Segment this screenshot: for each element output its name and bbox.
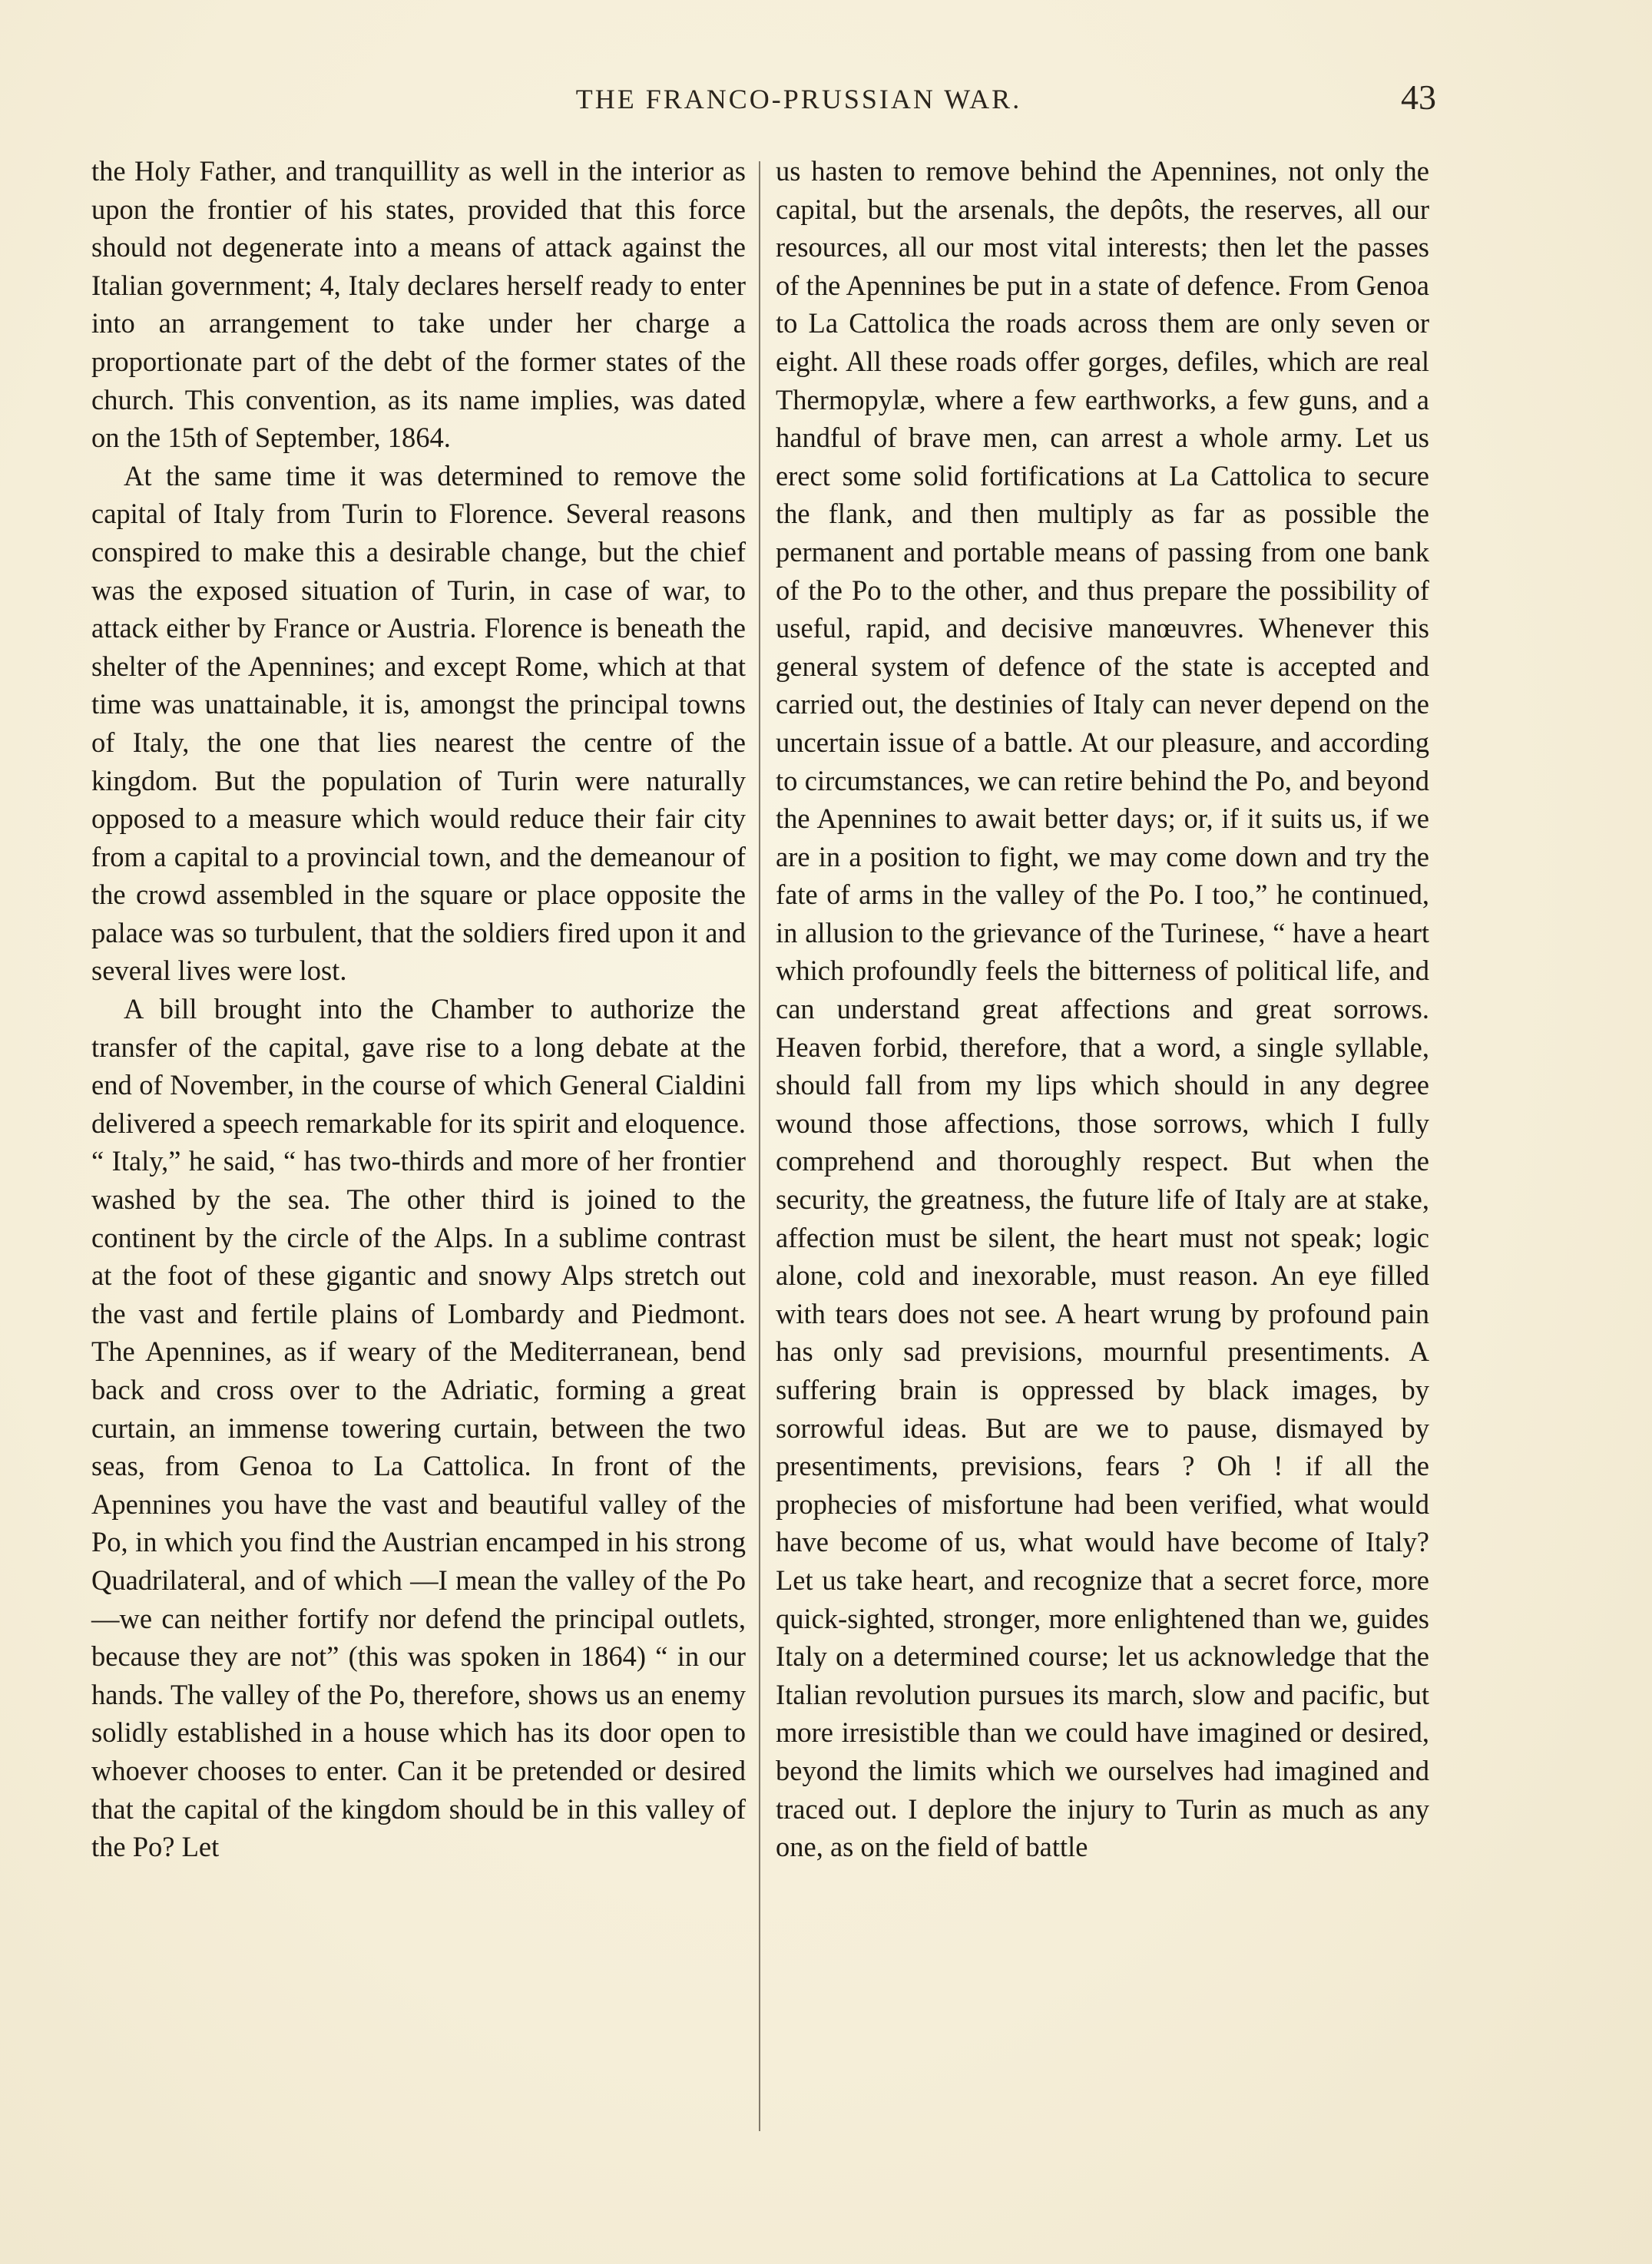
column-divider bbox=[759, 161, 760, 2131]
running-title: THE FRANCO-PRUSSIAN WAR. bbox=[575, 84, 1022, 114]
paragraph: A bill brought into the Chamber to authorize the transfer of the capital, gave rise to a long debate at the end of November, in the course of which General Cialdini delivered a speech remarkable for its spirit and eloquence. “ Italy,” he said, “ has two-thirds and more of her frontier washed by the sea. The other third is joined to the continent by the circle of the Alps. In a sublime contrast at the foot of these gigantic and snowy Alps stretch out the vast and fertile plains of Lombardy and Piedmont. The Apennines, as if weary of the Mediterranean, bend back and cross over to the Adriatic, forming a great curtain, an immense towering curtain, between the two seas, from Genoa to La Cattolica. In front of the Apennines you have the vast and beautiful valley of the Po, in which you find the Austrian encamped in his strong Quadrilateral, and of which —I mean the valley of the Po—we can neither fortify nor defend the principal outlets, because they are not” (this was spoken in 1864) “ in our hands. The valley of the Po, therefore, shows us an enemy solidly established in a house which has its door open to whoever chooses to enter. Can it be pretended or desired that the capital of the kingdom should be in this valley of the Po? Let bbox=[91, 993, 746, 1863]
paragraph: us hasten to remove behind the Apennines, not only the capital, but the arsenals, the depôts, the reserves, all our resources, all our most vital interests; then let the passes of the Apennines be put in a state of defence. From Genoa to La Cattolica the roads across them are only seven or eight. All these roads offer gorges, defiles, which are real Thermopylæ, where a few earthworks, a few guns, and a handful of brave men, can arrest a whole army. Let us erect some solid fortifications at La Cattolica to secure the flank, and then multiply as far as possible the permanent and portable means of passing from one bank of the Po to the other, and thus prepare the possibility of useful, rapid, and decisive manœuvres. Whenever this general system of defence of the state is accepted and carried out, the destinies of Italy can never depend on the uncertain issue of a battle. At our pleasure, and according to circumstances, we can retire behind the Po, and beyond the Apennines to await better days; or, if it suits us, if we are in a position to fight, we may come down and try the fate of arms in the valley of the Po. I too,” he continued, in allusion to the grievance of the Turinese, “ have a heart which profoundly feels the bitterness of political life, and can understand great affections and great sorrows. Heaven forbid, therefore, that a word, a single syllable, should fall from my lips which should in any degree wound those affections, those sorrows, which I fully comprehend and thoroughly respect. But when the security, the greatness, the future life of Italy are at stake, affection must be silent, the heart must not speak; logic alone, cold and inexorable, must reason. An eye filled with tears does not see. A heart wrung by profound pain has only sad previsions, mournful presentiments. A suffering brain is oppressed by black images, by sorrowful ideas. But are we to pause, dismayed by presentiments, previsions, fears ? Oh ! if all the prophecies of misfortune had been verified, what would have become of us, what would have become of Italy? Let us take heart, and recognize that a secret force, more quick-sighted, stronger, more enlightened than we, guides Italy on a determined course; let us acknowledge that the Italian revolution pursues its march, slow and pacific, but more irresistible than we could have imagined or desired, beyond the limits which we ourselves had imagined and traced out. I deplore the injury to Turin as much as any one, as on the field of battle bbox=[776, 155, 1429, 1863]
right-column bbox=[776, 152, 1429, 1866]
paragraph: At the same time it was determined to remove the capital of Italy from Turin to Florence. Several reasons conspired to make this a desirable change, but the chief was the exposed situation of Turin, in case of war, to attack either by France or Austria. Florence is beneath the shelter of the Apennines; and except Rome, which at that time was unattainable, it is, amongst the principal towns of Italy, the one that lies nearest the centre of the kingdom. But the population of Turin were naturally opposed to a measure which would reduce their fair city from a capital to a provincial town, and the demeanour of the crowd assembled in the square or place opposite the palace was so turbulent, that the soldiers fired upon it and several lives were lost. bbox=[91, 459, 746, 987]
page-number: 43 bbox=[1401, 78, 1436, 117]
paragraph: the Holy Father, and tranquillity as well in the interior as upon the frontier of his states, provided that this force should not degenerate into a means of attack against the Italian government; 4, Italy declares herself ready to enter into an arrangement to take under her charge a proportionate part of the debt of the former states of the church. This convention, as its name implies, was dated on the 15th of September, 1864. bbox=[91, 155, 746, 454]
left-column bbox=[91, 152, 746, 1866]
